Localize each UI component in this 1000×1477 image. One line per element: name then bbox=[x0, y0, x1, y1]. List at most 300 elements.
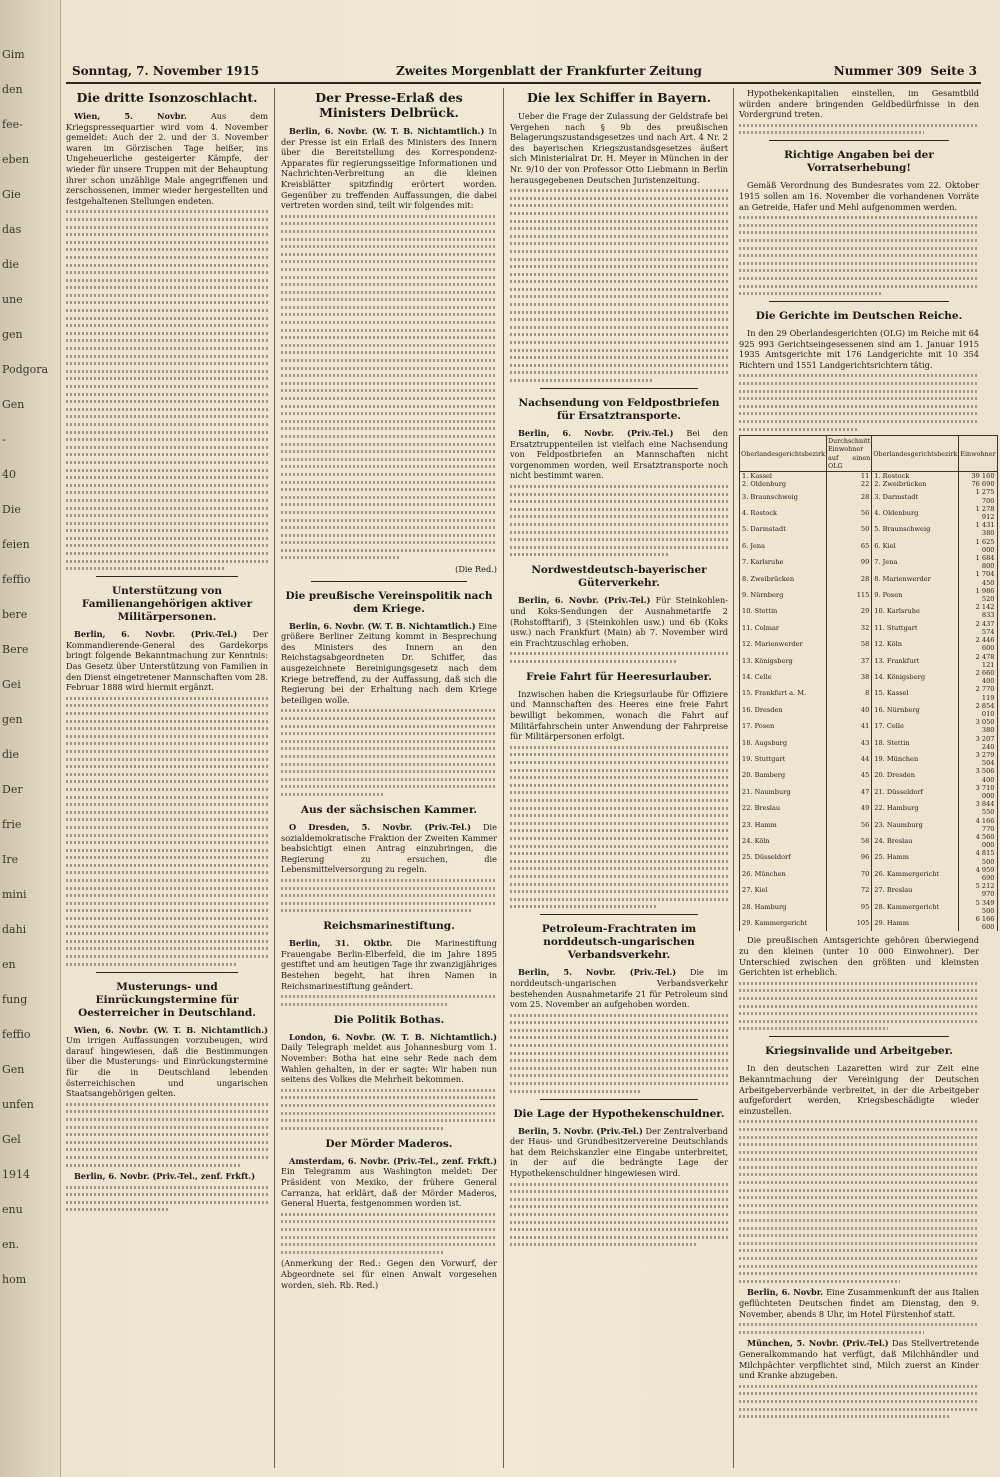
table-cell: 4 959 690 bbox=[959, 866, 997, 882]
text-line bbox=[510, 1082, 728, 1085]
gutter-fragment: fung bbox=[2, 993, 28, 1006]
text-line bbox=[739, 1400, 979, 1403]
text-line bbox=[510, 333, 728, 336]
text-line bbox=[739, 1143, 979, 1146]
table-cell: 25. Hamm bbox=[872, 849, 959, 865]
divider bbox=[311, 581, 467, 582]
text-line bbox=[739, 1234, 979, 1237]
article-body: Inzwischen haben die Kriegsurlaube für Offiziere und Mannschaften des Heeres eine freie Fahrt bewilligt bekommen, wonach die Fahrt auf Militärfahrschein unter Anwendung der Fahrpreise für Militärpersonen erfolgt. bbox=[510, 688, 728, 742]
text-line bbox=[66, 1186, 268, 1189]
table-cell: 6. Jena bbox=[740, 538, 827, 554]
text-line bbox=[66, 841, 268, 844]
text-line bbox=[66, 697, 268, 700]
gutter-fragment: Gen bbox=[2, 398, 25, 411]
text-line bbox=[510, 1213, 728, 1216]
gutter-fragment: hom bbox=[2, 1273, 27, 1286]
table-cell: 2 478 121 bbox=[959, 653, 997, 669]
gutter-fragment: den bbox=[2, 83, 23, 96]
table-cell: 24. Köln bbox=[740, 833, 827, 849]
text-line bbox=[66, 317, 268, 320]
text-line bbox=[66, 963, 238, 966]
text-line bbox=[739, 1415, 950, 1418]
table-cell: 15. Kassel bbox=[872, 685, 959, 701]
gutter-fragment: frie bbox=[2, 818, 22, 831]
gutter-fragment: die bbox=[2, 258, 20, 271]
table-cell: 115 bbox=[827, 587, 872, 603]
article-title: Kriegsinvalide und Arbeitgeber. bbox=[765, 1045, 953, 1058]
text-line bbox=[281, 556, 400, 559]
table-header: Durchschnitt Einwohner auf einen OLG bbox=[828, 437, 871, 470]
text-line bbox=[739, 1323, 979, 1326]
text-line bbox=[510, 875, 728, 878]
text-line bbox=[281, 887, 497, 890]
text-line bbox=[739, 1189, 979, 1192]
text-line bbox=[66, 780, 268, 783]
text-line bbox=[510, 197, 728, 200]
text-line bbox=[510, 1074, 728, 1077]
table-cell: 28. Kammergericht bbox=[872, 899, 959, 915]
article-closing: (Die Red.) bbox=[455, 564, 497, 575]
text-line bbox=[510, 204, 728, 207]
table-cell: 27. Breslau bbox=[872, 882, 959, 898]
text-line bbox=[510, 311, 728, 314]
article-body: Wien, 5. Novbr. Aus dem Kriegspressequartier wird vom 4. November gemeldet: Auch der 2. und der 3. November waren im Görzischen Tage heißer, ins Ungeheuerliche gesteigerter Kämpfe, der wieder für unsere Truppen mit der Behauptung ihrer schon unzählige Male angegriffenen und zerschossenen, immer wieder hergestellten und festgehaltenen Stellungen endeten. bbox=[66, 111, 269, 206]
text-line bbox=[510, 1221, 728, 1224]
text-line bbox=[510, 1243, 697, 1246]
text-line bbox=[281, 276, 497, 279]
table-cell: 1 431 380 bbox=[959, 521, 997, 537]
text-line bbox=[66, 758, 268, 761]
text-line bbox=[66, 226, 268, 229]
article-body: Berlin, 5. Novbr. (Priv.-Tel.) Die im norddeutsch-ungarischen Verbandsverkehr bestehenden Ausnahmetarife 21 für Petroleum sind vom 25. November an aufgehoben worden. bbox=[510, 967, 728, 1010]
text-line bbox=[66, 1141, 268, 1144]
article-filler bbox=[281, 215, 497, 560]
text-line bbox=[66, 423, 268, 426]
table-header: Oberlandesgerichtsbezirk bbox=[872, 436, 959, 472]
gutter-fragment: Gei bbox=[2, 678, 21, 691]
text-line bbox=[510, 776, 728, 779]
gutter-fragment: Gie bbox=[2, 188, 21, 201]
text-line bbox=[66, 811, 268, 814]
text-line bbox=[281, 382, 497, 385]
text-line bbox=[739, 982, 979, 985]
text-line bbox=[739, 997, 979, 1000]
text-line bbox=[739, 292, 883, 295]
article-title: Reichsmarinestiftung. bbox=[323, 920, 455, 933]
table-cell: 23. Hamm bbox=[740, 817, 827, 833]
text-line bbox=[66, 856, 268, 859]
text-line bbox=[281, 427, 497, 430]
table-cell: 28 bbox=[827, 570, 872, 586]
table-row bbox=[740, 587, 998, 603]
table-cell: 4 815 500 bbox=[959, 849, 997, 865]
text-line bbox=[281, 511, 497, 514]
table-cell: 9. Posen bbox=[872, 587, 959, 603]
text-line bbox=[739, 1005, 979, 1008]
text-line bbox=[739, 390, 979, 393]
text-line bbox=[66, 742, 268, 745]
text-line bbox=[739, 1151, 979, 1154]
text-line bbox=[281, 458, 497, 461]
table-cell: 44 bbox=[827, 751, 872, 767]
text-line bbox=[66, 712, 268, 715]
text-line bbox=[281, 778, 497, 781]
table-cell: 10. Karlsruhe bbox=[872, 603, 959, 619]
table-cell: 2 854 010 bbox=[959, 702, 997, 718]
table-row bbox=[740, 636, 998, 652]
text-line bbox=[66, 294, 268, 297]
text-line bbox=[66, 1133, 268, 1136]
text-line bbox=[66, 438, 268, 441]
text-line bbox=[281, 238, 497, 241]
table-cell: 105 bbox=[827, 915, 872, 931]
text-line bbox=[281, 1104, 497, 1107]
text-line bbox=[510, 1236, 728, 1239]
text-line bbox=[510, 837, 728, 840]
text-line bbox=[510, 515, 728, 518]
text-line bbox=[66, 864, 268, 867]
table-row bbox=[740, 849, 998, 865]
article-filler bbox=[739, 982, 979, 1031]
text-line bbox=[281, 313, 497, 316]
text-line bbox=[281, 374, 497, 377]
divider bbox=[769, 140, 949, 141]
table-cell: 29. Kammergericht bbox=[740, 915, 827, 931]
text-line bbox=[66, 803, 268, 806]
text-line bbox=[281, 351, 497, 354]
text-line bbox=[281, 443, 497, 446]
table-cell: 19. München bbox=[872, 751, 959, 767]
text-line bbox=[510, 371, 728, 374]
text-line bbox=[66, 765, 268, 768]
text-line bbox=[66, 218, 268, 221]
text-line bbox=[66, 1164, 240, 1167]
table-row bbox=[740, 669, 998, 685]
table-cell: 11 bbox=[827, 472, 872, 481]
text-line bbox=[66, 826, 268, 829]
table-cell: 11. Stuttgart bbox=[872, 620, 959, 636]
text-line bbox=[510, 1090, 641, 1093]
table-cell: 1 625 000 bbox=[959, 538, 997, 554]
text-line bbox=[281, 435, 497, 438]
text-line bbox=[66, 735, 268, 738]
text-line bbox=[510, 860, 728, 863]
text-line bbox=[66, 233, 268, 236]
text-line bbox=[66, 362, 268, 365]
text-line bbox=[510, 753, 728, 756]
text-line bbox=[66, 1201, 268, 1204]
gutter-fragment: Gel bbox=[2, 1133, 21, 1146]
text-line bbox=[66, 902, 268, 905]
table-cell: 2 660 400 bbox=[959, 669, 997, 685]
text-line bbox=[66, 834, 268, 837]
article-body: Berlin, 5. Novbr. (Priv.-Tel.) Der Zentralverband der Haus- und Grundbesitzervereine Deutschlands hat dem Reichskanzler eine Eingabe unterbreitet, in der auf die bedrängte Lage der Hypothekenschuldner hingewiesen wird. bbox=[510, 1125, 728, 1178]
text-line bbox=[281, 336, 497, 339]
text-line bbox=[281, 306, 497, 309]
table-cell: 1 278 912 bbox=[959, 505, 997, 521]
text-line bbox=[281, 747, 497, 750]
text-line bbox=[66, 393, 268, 396]
text-line bbox=[510, 326, 728, 329]
table-cell: 9. Nürnberg bbox=[740, 587, 827, 603]
text-line bbox=[281, 481, 497, 484]
text-line bbox=[739, 1249, 979, 1252]
text-line bbox=[66, 947, 268, 950]
text-line bbox=[510, 1198, 728, 1201]
table-cell: 5 349 500 bbox=[959, 899, 997, 915]
text-line bbox=[66, 871, 268, 874]
article-title: Der Presse-Erlaß des Ministers Delbrück. bbox=[315, 90, 463, 120]
text-line bbox=[281, 894, 497, 897]
text-line bbox=[66, 887, 268, 890]
table-cell: 14. Königsberg bbox=[872, 669, 959, 685]
table-cell: 38 bbox=[827, 669, 872, 685]
table-cell: 1 275 700 bbox=[959, 488, 997, 504]
table-cell: 4. Oldenburg bbox=[872, 505, 959, 521]
text-line bbox=[510, 1044, 728, 1047]
text-line bbox=[510, 1036, 728, 1039]
column-rule bbox=[503, 88, 504, 1468]
article-body: Berlin, 6. Novbr. (Priv.-Tel., zenf. Frkft.) bbox=[74, 1171, 256, 1182]
text-line bbox=[739, 405, 979, 408]
table-cell: 8. Zweibrücken bbox=[740, 570, 827, 586]
table-cell: 65 bbox=[827, 538, 872, 554]
text-line bbox=[510, 784, 728, 787]
article-filler bbox=[739, 124, 979, 135]
text-line bbox=[281, 503, 497, 506]
table-cell: 37 bbox=[827, 653, 872, 669]
table-cell: 70 bbox=[827, 866, 872, 882]
column-4 bbox=[739, 88, 996, 1468]
gutter-fragment: en. bbox=[2, 1238, 20, 1251]
article-title: Die Politik Bothas. bbox=[333, 1013, 445, 1026]
gutter-fragment: mini bbox=[2, 888, 27, 901]
text-line bbox=[281, 1213, 497, 1216]
table-cell: 1 704 450 bbox=[959, 570, 997, 586]
table-cell: 13. Königsberg bbox=[740, 653, 827, 669]
text-line bbox=[281, 1228, 497, 1231]
text-line bbox=[66, 271, 268, 274]
text-line bbox=[281, 709, 497, 712]
text-line bbox=[510, 652, 728, 655]
text-line bbox=[510, 349, 728, 352]
text-line bbox=[510, 303, 728, 306]
text-line bbox=[66, 1156, 268, 1159]
text-line bbox=[281, 405, 497, 408]
table-cell: 21. Naumburg bbox=[740, 784, 827, 800]
article-body: Berlin, 6. Novbr. (Priv.-Tel.) Der Kommandierende-General des Gardekorps bringt folgende Bekanntmachung zur Kenntnis: Das Gesetz über Unterstützung von Familien in den Dienst eingetretener Mannschaften vom 28. Februar 1888 wird hiermit ergänzt. bbox=[66, 629, 268, 693]
article-body: Berlin, 31. Oktbr. Die Marinestiftung Frauengabe Berlin-Elberfeld, die im Jahre 1895 gestiftet und am heutigen Tage ihr zwanzigjähriges Bestehen begeht, hat ihren Namen in Reichsmarinestiftung geändert. bbox=[281, 938, 498, 991]
table-row bbox=[740, 817, 998, 833]
text-line bbox=[281, 321, 497, 324]
article-title: Freie Fahrt für Heeresurlauber. bbox=[526, 670, 712, 683]
gutter-fragment: bere bbox=[2, 608, 28, 621]
table-cell: 58 bbox=[827, 636, 872, 652]
text-line bbox=[739, 397, 979, 400]
text-line bbox=[66, 925, 268, 928]
article-filler bbox=[281, 709, 497, 796]
text-line bbox=[510, 1029, 728, 1032]
table-cell: 27. Kiel bbox=[740, 882, 827, 898]
text-line bbox=[739, 1181, 979, 1184]
text-line bbox=[281, 1236, 497, 1239]
text-line bbox=[66, 210, 268, 213]
table-row bbox=[740, 620, 998, 636]
text-line bbox=[739, 1280, 900, 1283]
text-line bbox=[66, 560, 268, 563]
text-line bbox=[281, 1112, 497, 1115]
text-line bbox=[510, 493, 728, 496]
text-line bbox=[739, 247, 979, 250]
table-cell: 50 bbox=[827, 521, 872, 537]
text-line bbox=[66, 400, 268, 403]
gutter-fragment: Podgora bbox=[2, 363, 49, 376]
text-line bbox=[66, 332, 268, 335]
text-line bbox=[510, 769, 728, 772]
table-cell: 43 bbox=[827, 735, 872, 751]
table-cell: 4 560 000 bbox=[959, 833, 997, 849]
table-cell: 26. München bbox=[740, 866, 827, 882]
table-cell: 1 986 520 bbox=[959, 587, 997, 603]
issue-date: Sonntag, 7. November 1915 bbox=[72, 64, 260, 78]
article-title: Aus der sächsischen Kammer. bbox=[300, 803, 478, 816]
table-cell: 40 bbox=[827, 702, 872, 718]
text-line bbox=[510, 250, 728, 253]
text-line bbox=[66, 377, 268, 380]
table-cell: 18. Stettin bbox=[872, 735, 959, 751]
divider bbox=[540, 388, 698, 389]
text-line bbox=[66, 256, 268, 259]
text-line bbox=[510, 1021, 728, 1024]
text-line bbox=[66, 355, 268, 358]
table-cell: 21. Düsseldorf bbox=[872, 784, 959, 800]
text-line bbox=[281, 1220, 497, 1223]
text-line bbox=[510, 235, 728, 238]
text-line bbox=[66, 879, 268, 882]
gutter-fragment: enu bbox=[2, 1203, 23, 1216]
table-cell: 4. Rostock bbox=[740, 505, 827, 521]
text-line bbox=[739, 1204, 979, 1207]
text-line bbox=[739, 1027, 888, 1030]
article-filler bbox=[281, 1089, 497, 1130]
text-line bbox=[66, 339, 268, 342]
gutter-fragment: 40 bbox=[2, 468, 16, 481]
text-line bbox=[281, 450, 497, 453]
text-line bbox=[510, 799, 728, 802]
text-line bbox=[281, 541, 497, 544]
court-statistics-table bbox=[739, 435, 998, 931]
text-line bbox=[510, 295, 728, 298]
text-line bbox=[281, 1089, 497, 1092]
text-line bbox=[510, 1067, 728, 1070]
table-cell: 5. Braunschweig bbox=[872, 521, 959, 537]
text-line bbox=[510, 822, 728, 825]
text-line bbox=[66, 484, 268, 487]
table-cell: 2. Oldenburg bbox=[740, 480, 827, 488]
table-cell: 2. Zweibrücken bbox=[872, 480, 959, 488]
article-filler bbox=[510, 485, 728, 556]
article-title: Der Mörder Maderos. bbox=[325, 1137, 453, 1150]
table-cell: 45 bbox=[827, 767, 872, 783]
column-2 bbox=[281, 88, 497, 1468]
text-line bbox=[281, 534, 497, 537]
gutter-fragment: une bbox=[2, 293, 23, 306]
text-line bbox=[739, 1219, 979, 1222]
text-line bbox=[739, 1120, 979, 1123]
table-cell: 1. Kassel bbox=[740, 472, 827, 481]
gutter-fragment: Gen bbox=[2, 1063, 25, 1076]
table-cell: 17. Posen bbox=[740, 718, 827, 734]
text-line bbox=[510, 364, 728, 367]
table-cell: 56 bbox=[827, 505, 872, 521]
table-cell: 3 710 000 bbox=[959, 784, 997, 800]
article-title: Die Gerichte im Deutschen Reiche. bbox=[755, 310, 963, 323]
text-line bbox=[66, 491, 268, 494]
table-row bbox=[740, 653, 998, 669]
text-line bbox=[739, 1128, 979, 1131]
text-line bbox=[66, 909, 268, 912]
text-line bbox=[739, 1331, 924, 1334]
text-line bbox=[739, 277, 979, 280]
text-line bbox=[739, 1012, 979, 1015]
text-line bbox=[739, 1257, 979, 1260]
text-line bbox=[739, 428, 857, 431]
table-cell: 12. Köln bbox=[872, 636, 959, 652]
text-line bbox=[66, 940, 268, 943]
text-line bbox=[281, 397, 497, 400]
article-body: London, 6. Novbr. (W. T. B. Nichtamtlich.) Daily Telegraph meldet aus Johannesburg vom 1. November: Botha hat eine sehr Rede nach dem Wahlen gehalten, in der er sagte: Wir haben nun seitens des Volkes die Mehrheit bekommen. bbox=[281, 1031, 497, 1085]
table-row bbox=[740, 718, 998, 734]
table-row bbox=[740, 866, 998, 882]
text-line bbox=[510, 660, 678, 663]
article-body: Berlin, 6. Novbr. (W. T. B. Nichtamtlich.) In der Presse ist ein Erlaß des Ministers des Innern über die Bereitstellung des Korrespondenz-Apparates für regierungsseitige Informationen und Nachrichten-Verbreitung an die kleinen Kreisblätter spitzfindig erörtert worden. Gegenüber zu treffenden Auffassungen, die dabei vertreten worden sind, teilt wir folgendes mit: bbox=[281, 126, 498, 211]
table-row bbox=[740, 702, 998, 718]
text-line bbox=[281, 465, 497, 468]
text-line bbox=[281, 770, 497, 773]
text-line bbox=[510, 341, 728, 344]
table-cell: 26. Kammergericht bbox=[872, 866, 959, 882]
table-row bbox=[740, 833, 998, 849]
text-line bbox=[510, 898, 728, 901]
article-filler bbox=[66, 210, 268, 570]
gutter-fragment: die bbox=[2, 748, 20, 761]
text-line bbox=[281, 519, 497, 522]
table-cell: 8 bbox=[827, 685, 872, 701]
text-line bbox=[66, 1110, 268, 1113]
article-body: Berlin, 6. Novbr. (Priv.-Tel.) Bei den Ersatztruppenteilen ist vielfach eine Nachsendung von Feldpostbriefen an Mannschaften nicht vorgenommen worden, weil Ersatztransporte noch nicht bestimmt waren. bbox=[510, 428, 728, 481]
text-line bbox=[510, 258, 728, 261]
text-line bbox=[739, 420, 979, 423]
text-line bbox=[510, 280, 728, 283]
text-line bbox=[66, 932, 268, 935]
text-line bbox=[66, 415, 268, 418]
text-line bbox=[66, 704, 268, 707]
article-filler bbox=[66, 697, 268, 966]
text-line bbox=[281, 412, 497, 415]
table-cell: 56 bbox=[827, 817, 872, 833]
article-filler bbox=[739, 374, 979, 430]
divider bbox=[769, 1036, 949, 1037]
text-line bbox=[66, 1208, 169, 1211]
text-line bbox=[66, 544, 268, 547]
text-line bbox=[66, 286, 268, 289]
text-line bbox=[66, 955, 268, 958]
text-line bbox=[281, 740, 497, 743]
text-line bbox=[66, 1193, 268, 1196]
text-line bbox=[281, 344, 497, 347]
text-line bbox=[281, 245, 497, 248]
table-cell: 76 690 bbox=[959, 480, 997, 488]
